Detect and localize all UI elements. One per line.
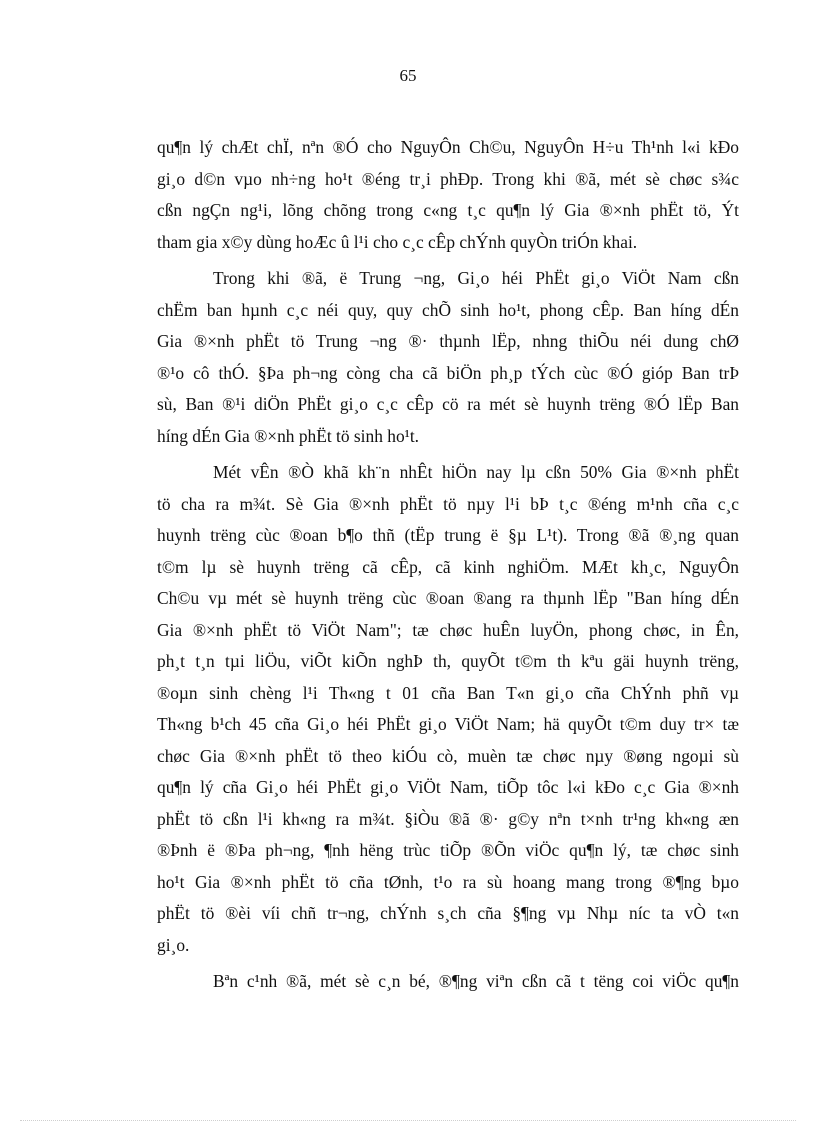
text-line: ®oµn sinh chèng l¹i Th«ng t 01 cña Ban T«n gi¸o cña ChÝnh phñ vµ: [157, 682, 739, 703]
text-line: cßn ngÇn ng¹i, lõng chõng trong c«ng t¸c qu¶n lý Gia ®×nh phËt tö, Ýt: [157, 200, 739, 220]
text-line: Gia ®×nh phËt tö ViÖt Nam"; tæ chøc huÊn luyÖn, phong chøc, in Ên,: [157, 619, 739, 640]
text-line: ®¹o cô thÓ. §Þa ph¬ng còng cha cã biÖn ph¸p tÝch cùc ®Ó gióp Ban trÞ: [157, 362, 739, 383]
paragraph-4: [157, 966, 739, 998]
text-line: chøc Gia ®×nh phËt tö theo kiÓu cò, muèn tæ chøc nµy ®øng ngoµi sù: [157, 745, 739, 766]
text-line: sù, Ban ®¹i diÖn PhËt gi¸o c¸c cÊp cö ra mét sè huynh trëng ®Ó lËp Ban: [157, 394, 739, 414]
paragraph-3: [157, 457, 739, 961]
text-line: ph¸t t¸n tµi liÖu, viÕt kiÕn nghÞ th, quyÕt t©m th kªu gäi huynh trëng,: [157, 651, 739, 671]
text-line: huynh trëng cùc ®oan b¶o thñ (tËp trung ë §µ L¹t). Trong ®ã ®¸ng quan: [157, 525, 739, 545]
page-bottom-rule: [20, 1120, 796, 1121]
text-line: Ch©u vµ mét sè huynh trëng cùc ®oan ®ang ra thµnh lËp "Ban híng dÉn: [157, 588, 739, 608]
body-text: [157, 132, 739, 1003]
text-line: qu¶n lý cña Gi¸o héi PhËt gi¸o ViÖt Nam, tiÕp tôc l«i kÐo c¸c Gia ®×nh: [157, 777, 739, 797]
text-line: Gia ®×nh phËt tö Trung ¬ng ®· thµnh lËp, nhng thiÕu néi dung chØ: [157, 331, 739, 351]
text-line: Th«ng b¹ch 45 cña Gi¸o héi PhËt gi¸o ViÖt Nam; hä quyÕt t©m duy tr× tæ: [157, 714, 739, 734]
text-line: qu¶n lý chÆt chÏ, nªn ®Ó cho NguyÔn Ch©u, NguyÔn H÷u Th¹nh l«i kÐo: [157, 137, 739, 157]
text-line: híng dÉn Gia ®×nh phËt tö sinh ho¹t.: [157, 425, 420, 446]
text-line: phËt tö cßn l¹i kh«ng ra m¾t. §iÒu ®ã ®· g©y nªn t×nh tr¹ng kh«ng æn: [157, 808, 739, 829]
text-line: Mét vÊn ®Ò khã kh¨n nhÊt hiÖn nay lµ cßn 50% Gia ®×nh phËt: [213, 462, 739, 482]
text-line: gi¸o d©n vµo nh÷ng ho¹t ®éng tr¸i phÐp. Trong khi ®ã, mét sè chøc s¾c: [157, 168, 739, 189]
text-line: t©m lµ sè huynh trëng cã cÊp, cã kinh nghiÖm. MÆt kh¸c, NguyÔn: [157, 556, 739, 577]
text-line: Trong khi ®ã, ë Trung ¬ng, Gi¸o héi PhËt gi¸o ViÖt Nam cßn: [213, 268, 739, 288]
text-line: Bªn c¹nh ®ã, mét sè c¸n bé, ®¶ng viªn cßn cã t tëng coi viÖc qu¶n: [213, 971, 739, 991]
text-line: ®Þnh ë ®Þa ph¬ng, ¶nh hëng trùc tiÕp ®Õn viÖc qu¶n lý, tæ chøc sinh: [157, 840, 739, 860]
text-line: tham gia x©y dùng hoÆc û l¹i cho c¸c cÊp chÝnh quyÒn triÓn khai.: [157, 231, 638, 252]
text-line: gi¸o.: [157, 934, 190, 955]
text-line: tö cha ra m¾t. Sè Gia ®×nh phËt tö nµy l¹i bÞ t¸c ®éng m¹nh cña c¸c: [157, 493, 739, 514]
text-line: phËt tö ®èi víi chñ tr¬ng, chÝnh s¸ch cña §¶ng vµ Nhµ níc ta vÒ t«n: [157, 903, 739, 923]
paragraph-1: [157, 132, 739, 258]
paragraph-2: [157, 263, 739, 452]
text-line: ho¹t Gia ®×nh phËt tö cña tØnh, t¹o ra sù hoang mang trong ®¶ng bµo: [157, 871, 739, 892]
text-line: chËm ban hµnh c¸c néi quy, quy chÕ sinh ho¹t, phong cÊp. Ban híng dÉn: [157, 299, 739, 320]
page-number: 65: [399, 66, 417, 85]
